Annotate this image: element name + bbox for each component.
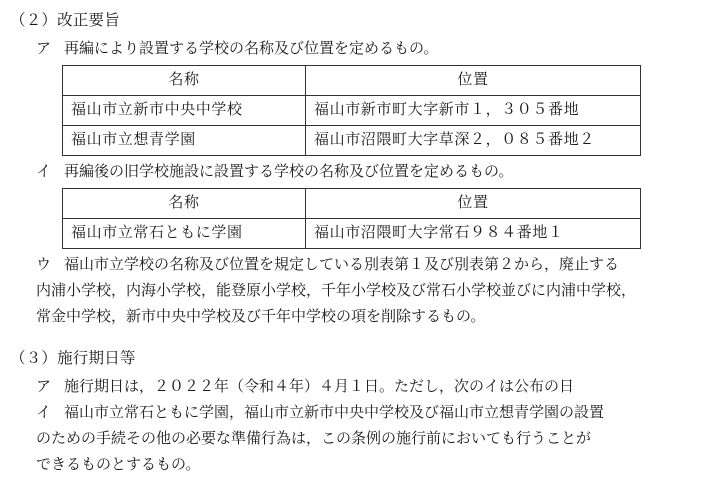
list-item-text: 再編により設置する学校の名称及び位置を定めるもの。 xyxy=(64,41,439,57)
section-heading: （３）施行期日等 xyxy=(10,350,136,367)
section-heading: （２）改正要旨 xyxy=(10,12,120,29)
table-row xyxy=(63,126,641,156)
table-header-name: 名称 xyxy=(63,189,306,219)
list-item-line: 施行期日は，２０２２年（令和４年）４月１日。ただし，次のイは公布の日 xyxy=(64,379,575,395)
table-cell-name: 福山市立常石ともに学園 xyxy=(63,219,306,249)
table-cell-location: 福山市沼隈町大字常石９８４番地１ xyxy=(306,219,641,249)
table-header-location: 位置 xyxy=(306,66,641,96)
list-item-marker: ア xyxy=(36,41,52,57)
list-item-a xyxy=(10,36,704,62)
table-cell-name: 福山市立新市中央中学校 xyxy=(63,96,306,126)
section-kaisei-youshi xyxy=(10,8,704,330)
table-cell-location: 福山市沼隈町大字草深２，０８５番地２ xyxy=(306,126,641,156)
table-cell-location: 福山市新市町大字新市１，３０５番地 xyxy=(306,96,641,126)
table-row xyxy=(63,96,641,126)
list-item-line: できるものとするもの。 xyxy=(36,457,201,473)
list-item-i-2 xyxy=(10,400,704,478)
list-item-line: 内浦小学校，内海小学校，能登原小学校，千年小学校及び常石小学校並びに内浦中学校， xyxy=(36,283,637,299)
list-item-marker: イ xyxy=(36,164,52,180)
list-item-line: のための手続その他の必要な準備行為は，この条例の施行前においても行うことが xyxy=(36,431,592,447)
table-header-row xyxy=(63,189,641,219)
list-item-line: 常金中学校，新市中央中学校及び千年中学校の項を削除するもの。 xyxy=(36,309,486,325)
table-row xyxy=(63,219,641,249)
table-header-location: 位置 xyxy=(306,189,641,219)
list-item-i xyxy=(10,159,704,185)
list-item-marker: ウ xyxy=(36,257,52,273)
section-shikou-kijitsu xyxy=(10,346,704,478)
table-header-name: 名称 xyxy=(63,66,306,96)
list-item-marker: イ xyxy=(36,405,52,421)
list-item-a-2 xyxy=(10,374,704,400)
table-header-row xyxy=(63,66,641,96)
table-cell-name: 福山市立想青学園 xyxy=(63,126,306,156)
list-item-u xyxy=(10,252,704,330)
table-old-facility-schools xyxy=(62,188,641,249)
spacer xyxy=(10,330,704,346)
list-item-text: 再編後の旧学校施設に設置する学校の名称及び位置を定めるもの。 xyxy=(64,164,514,180)
list-item-line: 福山市立常石ともに学園，福山市立新市中央中学校及び福山市立想青学園の設置 xyxy=(64,405,605,421)
list-item-marker: ア xyxy=(36,379,52,395)
list-item-line: 福山市立学校の名称及び位置を規定している別表第１及び別表第２から，廃止する xyxy=(64,257,620,273)
table-new-schools xyxy=(62,65,641,156)
